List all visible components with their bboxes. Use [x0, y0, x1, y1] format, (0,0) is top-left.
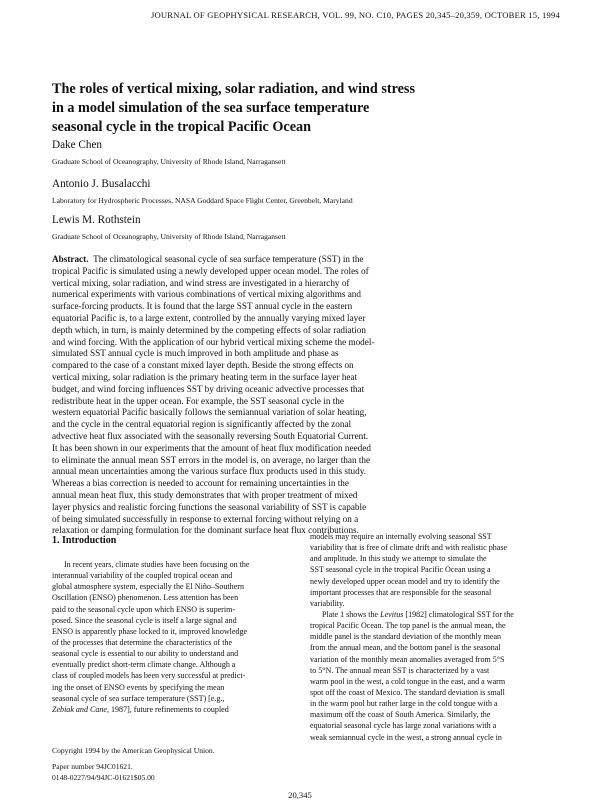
page-number: 20,345: [288, 790, 312, 800]
abstract-label: Abstract.: [52, 254, 89, 264]
abstract-body: [52, 266, 552, 537]
text-line: annual mean heat flux, this study demonstrates that with proper treatment of mixed: [52, 489, 358, 500]
text-line: vertical mixing, solar radiation, and wind stress are investigated in a hierarchy of: [52, 277, 350, 288]
running-head: JOURNAL OF GEOPHYSICAL RESEARCH, VOL. 99, NO. C10, PAGES 20,345–20,359, OCTOBER 15, 1994: [150, 10, 560, 20]
text-line: [310, 609, 560, 620]
text-line: from the annual mean, and the bottom panel is the seasonal: [310, 643, 501, 653]
text-line: of being simulated successfully in response to external forcing without relying on a: [52, 513, 359, 524]
intro-right-column: [310, 531, 560, 743]
text-line: in the warm pool but rather large in the cold tongue with a: [310, 699, 498, 709]
paper-code: 0148-0227/94/94JC-01621$05.00: [52, 773, 155, 782]
text-line: vertical mixing, solar radiation is the primary heating term in the surface layer heat: [52, 371, 358, 382]
paper-number: Paper number 94JC01621.: [52, 762, 133, 771]
text-line: tropical Pacific Ocean. The top panel is the annual mean, the: [310, 621, 506, 631]
text-line: budget, and wind forcing influences SST by driving oceanic advective processes that: [52, 383, 365, 394]
text-fragment: [1982] climatological SST for the: [403, 609, 514, 619]
text-line: variability.: [310, 598, 345, 608]
title-line: in a model simulation of the sea surface temperature: [52, 100, 370, 116]
text-line: warm pool in the west, a cold tongue in the east, and a warm: [310, 676, 506, 686]
author-affiliation: Graduate School of Oceanography, University of Rhode Island, Narragansett: [52, 232, 286, 241]
text-line: equatorial seasonal cycle has large zonal variations with a: [310, 721, 497, 731]
copyright-notice: Copyright 1994 by the American Geophysical Union.: [52, 746, 215, 755]
abstract: [52, 254, 552, 537]
text-line: paid to the seasonal cycle upon which ENSO is superim-: [52, 604, 236, 614]
footnote: [52, 745, 215, 783]
text-line: depth which, in turn, is mainly determined by the competing effects of solar radiation: [52, 324, 366, 335]
text-line: and amplitude. In this study we attempt to simulate the: [310, 554, 487, 564]
text-line: to 5°N. The annual mean SST is characterized by a vast: [310, 665, 490, 675]
text-line: seasonal cycle of sea surface temperature (SST) [e.g.,: [52, 693, 225, 703]
text-line: maximum off the coast of South America. Similarly, the: [310, 710, 491, 720]
text-line: relaxation or damping formulation for the dominant surface heat flux contributions.: [52, 525, 359, 536]
author-affiliation: Graduate School of Oceanography, University of Rhode Island, Narragansett: [52, 157, 286, 166]
author-name: Lewis M. Rothstein: [52, 214, 141, 226]
text-line: models may require an internally evolving seasonal SST: [310, 532, 492, 541]
section-heading-introduction: 1. Introduction: [52, 535, 117, 546]
text-line: and the cycle in the central equatorial region is significantly affected by the zonal: [52, 419, 352, 430]
text-line: ing the onset of ENSO events by specifying the mean: [52, 682, 225, 692]
text-fragment: 1987], future refinements to coupled: [109, 704, 229, 714]
text-line: seasonal cycle is essential to our ability to understand and: [52, 649, 239, 659]
text-line: tropical Pacific is simulated using a newly developed upper ocean model. The roles of: [52, 265, 369, 276]
text-line: equatorial Pacific is, to a large extent, controlled by the annually varying mixed layer: [52, 312, 366, 323]
intro-left-text: [52, 559, 302, 704]
reference-citation: Levitus: [380, 609, 404, 619]
text-line: eventually predict short-term climate change. Although a: [52, 660, 236, 670]
text-line: SST seasonal cycle in the tropical Pacific Ocean using a: [310, 565, 491, 575]
intro-left-column: [52, 559, 302, 715]
text-line: ENSO is apparently phase locked to it, improved knowledge: [52, 626, 248, 636]
intro-right-text: [310, 531, 560, 609]
text-line: Oscillation (ENSO) phenomenon. Less attention has been: [52, 593, 239, 603]
text-line: spot off the coast of Mexico. The standard deviation is small: [310, 687, 505, 697]
text-line: newly developed upper ocean model and try to identify the: [310, 576, 500, 586]
text-line: of the processes that determine the characteristics of the: [52, 637, 233, 647]
text-line: It has been shown in our experiments that the amount of heat flux modification needed: [52, 442, 371, 453]
text-line: compared to the case of a constant mixed layer depth. Beside the strong effects on: [52, 360, 354, 371]
text-line: annual mean uncertainties among the various surface flux products used in this study.: [52, 466, 366, 477]
text-line: redistribute heat in the upper ocean. For example, the SST seasonal cycle in the: [52, 395, 344, 406]
text-line: middle panel is the standard deviation of the monthly mean: [310, 632, 502, 642]
reference-citation: Zebiak and Cane,: [52, 704, 109, 714]
intro-right-text-continued: [310, 620, 560, 743]
text-line: western equatorial Pacific basically follows the semiannual variation of solar heating,: [52, 407, 367, 418]
text-line: class of coupled models has been very successful at predict-: [52, 671, 246, 681]
title-line: The roles of vertical mixing, solar radiation, and wind stress: [52, 81, 415, 97]
text-line: simulated SST annual cycle is much improved in both amplitude and phase as: [52, 348, 339, 359]
paper-title: [52, 80, 552, 137]
text-line: global atmosphere system, especially the El Niño–Southern: [52, 582, 244, 592]
text-line: numerical experiments with various combinations of vertical mixing algorithms and: [52, 289, 361, 300]
text-line: layer physics and realistic forcing functions the seasonal variability of SST is capable: [52, 501, 367, 512]
text-line: Whereas a bias correction is needed to account for remaining uncertainties in the: [52, 478, 349, 489]
author-name: Dake Chen: [52, 139, 103, 151]
text-line: and wind forcing. With the application of our hybrid vertical mixing scheme the model-: [52, 336, 375, 347]
text-line: In recent years, climate studies have been focusing on the: [64, 560, 250, 569]
text-line: variation of the monthly mean anomalies averaged from 5°S: [310, 654, 505, 664]
abstract-line: [52, 254, 552, 266]
title-line: seasonal cycle in the tropical Pacific Ocean: [52, 119, 312, 135]
author-name: Antonio J. Busalacchi: [52, 178, 151, 190]
abstract-first-line: The climatological seasonal cycle of sea surface temperature (SST) in the: [93, 254, 364, 264]
text-fragment: Plate 1 shows the: [322, 609, 381, 619]
text-line: [52, 704, 302, 715]
text-line: to eliminate the annual mean SST errors in the model is, on average, no larger than the: [52, 454, 371, 465]
text-line: important processes that are responsible for the seasonal: [310, 587, 492, 597]
text-line: advective heat flux associated with the seasonally reversing South Equatorial Current.: [52, 430, 369, 441]
text-line: variability that is free of climate drift and with realistic phase: [310, 543, 508, 553]
text-line: surface-forcing products. It is found that the large SST annual cycle in the eastern: [52, 301, 353, 312]
author-affiliation: Laboratory for Hydrospheric Processes, NASA Goddard Space Flight Center, Greenbelt, Maryland: [52, 196, 353, 205]
text-line: posed. Since the seasonal cycle is itself a large signal and: [52, 615, 237, 625]
text-line: weak semiannual cycle in the west, a strong annual cycle in: [310, 732, 502, 742]
text-line: interannual variability of the coupled tropical ocean and: [52, 571, 233, 581]
